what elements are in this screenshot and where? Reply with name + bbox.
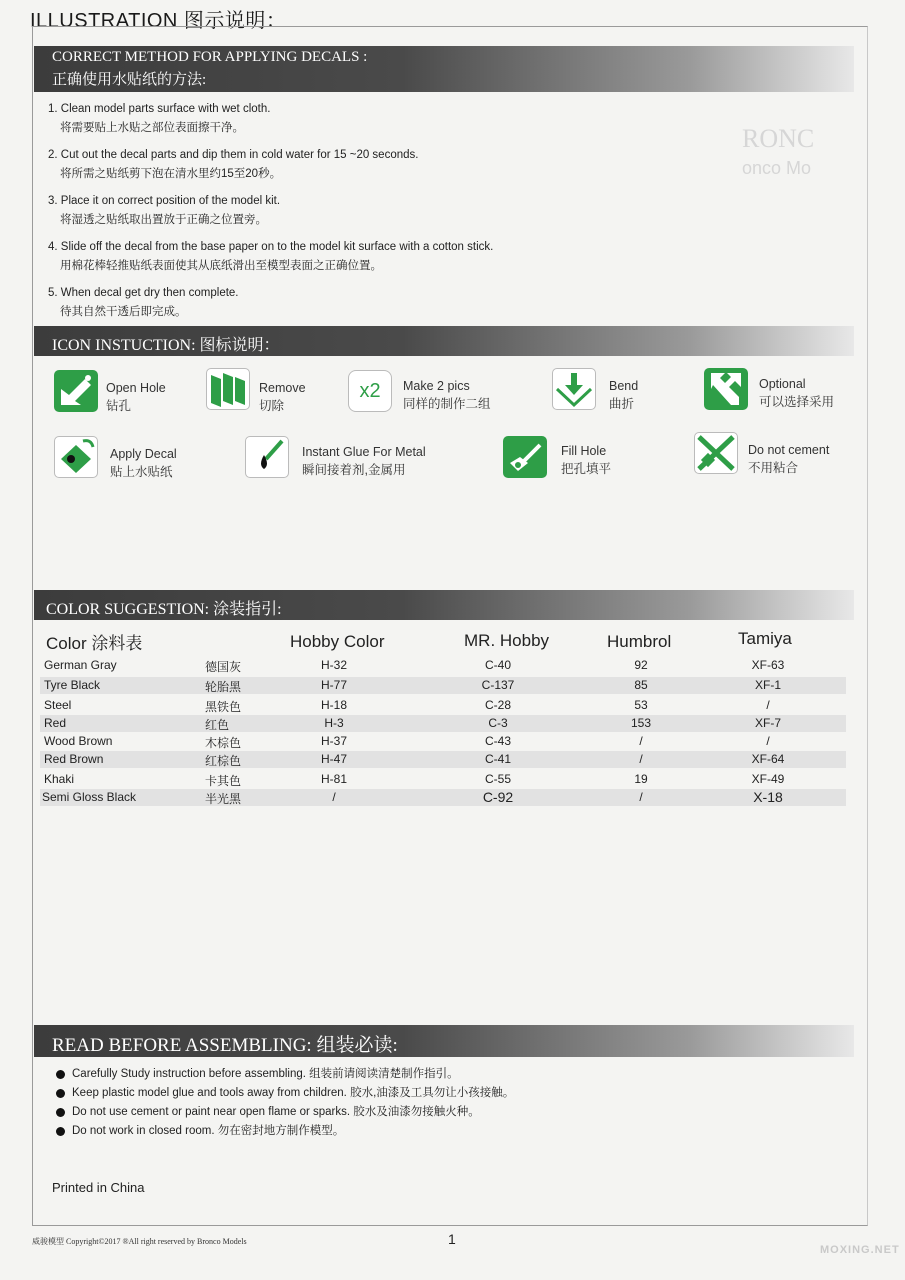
footer-copyright: 威骏模型 Copyright©2017 ®All right reserved by Bronco Models (32, 1237, 247, 1246)
ghost-line-1: RONC (742, 124, 815, 153)
color-tamiya: XF-7 (754, 716, 781, 730)
open-hole-label (106, 379, 166, 415)
bullet-dot (56, 1089, 65, 1098)
color-en: Tyre Black (44, 678, 101, 692)
bend-icon (552, 368, 596, 410)
color-tamiya: / (766, 698, 770, 712)
color-en: Red (44, 716, 67, 730)
color-tamiya: / (766, 734, 770, 748)
decal-steps (48, 100, 493, 330)
optional-icon (704, 368, 748, 410)
color-mr: C-92 (482, 789, 514, 805)
color-mr: C-137 (481, 678, 515, 692)
apply-decal-icon (54, 436, 98, 478)
open-hole-en: Open Hole (106, 381, 166, 395)
read-item (56, 1065, 514, 1084)
bullet-dot (56, 1127, 65, 1136)
color-mr: C-40 (484, 658, 511, 672)
color-mr: C-28 (484, 698, 511, 712)
color-mr: C-55 (484, 772, 511, 786)
color-cn: 红棕色 (205, 754, 242, 768)
read-band (34, 1025, 854, 1057)
bullet-dot (56, 1108, 65, 1117)
color-mr: C-41 (484, 752, 511, 766)
decal-step (48, 192, 493, 230)
instant-glue-cn: 瞬间接着剂,金属用 (302, 463, 406, 477)
color-cn: 黑铁色 (205, 700, 242, 714)
color-hobby: / (332, 790, 336, 804)
fill-hole-cn: 把孔填平 (561, 462, 612, 476)
color-humbrol: 92 (634, 658, 648, 672)
color-humbrol: 153 (630, 716, 652, 730)
open-hole-cn: 钻孔 (106, 399, 132, 413)
color-en: Steel (44, 698, 72, 712)
apply-decal-en: Apply Decal (110, 447, 177, 461)
color-tamiya: XF-64 (751, 752, 785, 766)
color-en: Red Brown (44, 752, 104, 766)
colors-title: COLOR SUGGESTION: 涂装指引: (46, 601, 282, 618)
remove-cn: 切除 (259, 399, 285, 413)
icons-title: ICON INSTUCTION: 图标说明： (52, 337, 280, 354)
step-en: 4. Slide off the decal from the base paper on to the model kit surface with a cotton stick. (48, 241, 494, 253)
optional-label (759, 375, 834, 411)
color-row (40, 677, 846, 694)
color-en: Wood Brown (44, 734, 113, 748)
color-tamiya: XF-1 (754, 678, 781, 692)
col-header-humbrol: Humbrol (607, 632, 672, 651)
open-hole-icon (54, 370, 98, 412)
do-not-cement-cn: 不用粘合 (748, 461, 799, 475)
color-row (40, 733, 846, 750)
make-two-cn: 同样的制作二组 (403, 397, 491, 411)
color-row (40, 697, 846, 714)
fill-hole-label (561, 442, 611, 478)
step-cn: 将需要贴上水贴之部位表面擦干净。 (60, 122, 244, 134)
step-cn: 将所需之贴纸剪下泡在清水里约15至20秒。 (60, 168, 282, 180)
color-en: Semi Gloss Black (42, 790, 137, 804)
do-not-cement-en: Do not cement (748, 443, 830, 457)
make-two-en: Make 2 pics (403, 379, 470, 393)
bend-label (609, 377, 638, 413)
color-hobby: H-81 (320, 772, 347, 786)
color-mr: C-3 (488, 716, 508, 730)
optional-en: Optional (759, 377, 806, 391)
color-cn: 德国灰 (205, 660, 242, 674)
col-header-color: Color 涂料表 (46, 634, 143, 653)
color-tamiya: XF-49 (751, 772, 785, 786)
watermark: MOXING.NET (820, 1244, 900, 1256)
ghost-brand-text (712, 88, 862, 188)
color-cn: 木棕色 (205, 736, 242, 750)
decals-band (34, 46, 854, 92)
ghost-line-2: onco Mo (742, 158, 812, 178)
color-row (40, 771, 846, 788)
color-humbrol: 85 (634, 678, 648, 692)
step-cn: 用棉花棒轻推贴纸表面使其从底纸滑出至模型表面之正确位置。 (60, 260, 382, 272)
decal-step (48, 100, 493, 138)
color-hobby: H-47 (320, 752, 347, 766)
read-item (56, 1122, 514, 1141)
color-humbrol: / (639, 752, 643, 766)
page-number: 1 (448, 1231, 456, 1247)
step-en: 5. When decal get dry then complete. (48, 287, 239, 299)
color-cn: 红色 (205, 718, 230, 732)
read-item-text: Do not use cement or paint near open flame or sparks. 胶水及油漆勿接触火种。 (72, 1106, 480, 1118)
step-en: 2. Cut out the decal parts and dip them in cold water for 15 ~20 seconds. (48, 149, 419, 161)
color-humbrol: 53 (634, 698, 648, 712)
color-row (40, 789, 846, 806)
make-two-icon (348, 370, 392, 412)
color-hobby: H-37 (320, 734, 347, 748)
do-not-cement-icon (694, 432, 738, 474)
color-row (40, 715, 846, 732)
step-cn: 待其自然干透后即完成。 (60, 306, 187, 318)
color-cn: 半光黑 (205, 792, 242, 806)
decal-step (48, 238, 493, 276)
fill-hole-icon (503, 436, 547, 478)
step-en: 3. Place it on correct position of the model kit. (48, 195, 281, 207)
decal-step (48, 284, 493, 322)
color-cn: 轮胎黑 (205, 680, 242, 694)
printed-in: Printed in China (52, 1180, 145, 1195)
bullet-dot (56, 1070, 65, 1079)
icons-band (34, 326, 854, 356)
instant-glue-icon (245, 436, 289, 478)
color-tamiya: XF-63 (751, 658, 785, 672)
color-hobby: H-18 (320, 698, 347, 712)
color-humbrol: 19 (634, 772, 648, 786)
page-title: ILLUSTRATION 图示说明： (30, 10, 287, 32)
color-hobby: H-3 (324, 716, 344, 730)
bend-cn: 曲折 (609, 397, 635, 411)
read-item-text: Keep plastic model glue and tools away from children. 胶水,油漆及工具勿让小孩接触。 (72, 1087, 515, 1099)
color-tamiya: X-18 (753, 789, 783, 805)
colors-band (34, 590, 854, 620)
color-mr: C-43 (484, 734, 511, 748)
optional-cn: 可以选择采用 (759, 395, 835, 409)
instant-glue-label (302, 443, 426, 479)
do-not-cement-label (748, 441, 829, 477)
step-en: 1. Clean model parts surface with wet cloth. (48, 103, 271, 115)
color-hobby: H-32 (320, 658, 347, 672)
instant-glue-en: Instant Glue For Metal (302, 445, 426, 459)
read-title: READ BEFORE ASSEMBLING: 组装必读: (52, 1035, 398, 1056)
color-humbrol: / (639, 790, 643, 804)
apply-decal-label (110, 445, 177, 481)
read-item-text: Do not work in closed room. 勿在密封地方制作模型。 (72, 1125, 345, 1137)
color-row (40, 751, 846, 768)
read-item (56, 1084, 514, 1103)
col-header-mr: MR. Hobby (464, 631, 550, 650)
color-en: Khaki (44, 772, 75, 786)
color-humbrol: / (639, 734, 643, 748)
remove-icon (206, 368, 250, 410)
step-cn: 将湿透之贴纸取出置放于正确之位置旁。 (60, 214, 267, 226)
make-two-glyph: x2 (359, 379, 381, 402)
read-item (56, 1103, 514, 1122)
bend-en: Bend (609, 379, 639, 393)
decals-title-cn: 正确使用水贴纸的方法: (52, 72, 207, 88)
read-item-text: Carefully Study instruction before assembling. 组装前请阅读清楚制作指引。 (72, 1068, 459, 1080)
color-en: German Gray (44, 658, 117, 672)
make-two-label (403, 377, 491, 413)
col-header-hobby: Hobby Color (290, 632, 385, 651)
color-row (40, 657, 846, 674)
decals-title-en: CORRECT METHOD FOR APPLYING DECALS : (52, 49, 368, 65)
remove-en: Remove (259, 381, 306, 395)
fill-hole-en: Fill Hole (561, 444, 607, 458)
col-header-tamiya: Tamiya (738, 629, 792, 648)
read-list (56, 1065, 514, 1141)
decal-step (48, 146, 493, 184)
apply-decal-cn: 贴上水贴纸 (110, 465, 173, 479)
color-cn: 卡其色 (205, 774, 242, 788)
color-hobby: H-77 (320, 678, 347, 692)
remove-label (259, 379, 306, 415)
